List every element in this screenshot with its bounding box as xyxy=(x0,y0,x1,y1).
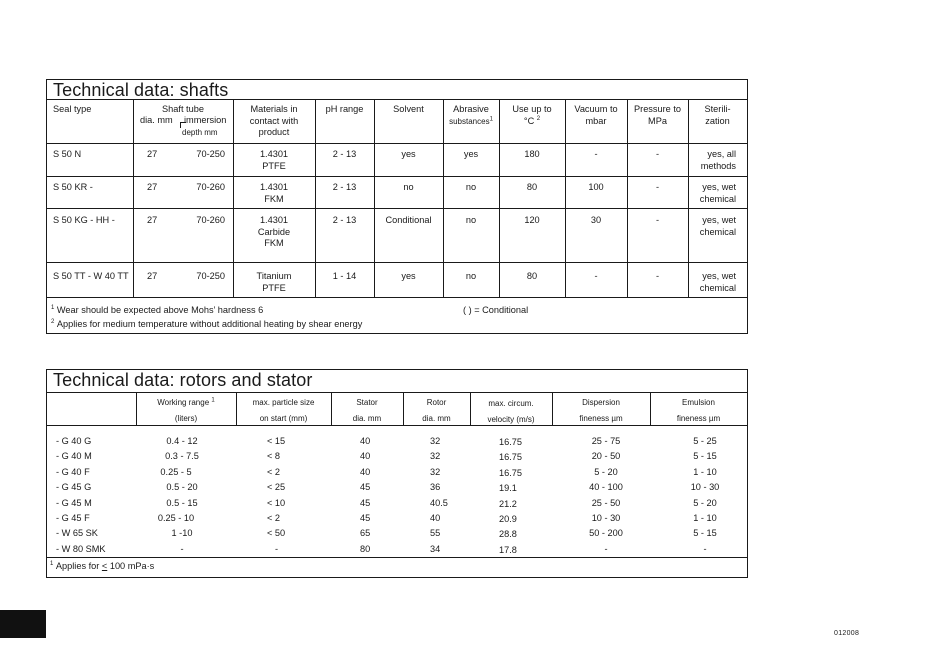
header-materials-line: product xyxy=(258,127,290,137)
cell-velocity: 28.8 xyxy=(499,529,517,540)
cell-vacuum: - xyxy=(594,271,598,281)
cell-velocity: 19.1 xyxy=(499,483,517,494)
header-velocity-line: velocity (m/s) xyxy=(487,415,535,424)
header-sterilization-line: zation xyxy=(705,115,730,126)
cell-temp: 80 xyxy=(526,182,538,192)
cell-particle-size: < 15 xyxy=(267,436,286,446)
cell-pressure: - xyxy=(655,271,660,281)
header-velocity xyxy=(470,396,552,428)
cell-velocity: 16.75 xyxy=(499,467,522,478)
cell-material-line: FKM xyxy=(264,238,284,248)
cell-material-line: FKM xyxy=(264,193,284,204)
row-divider xyxy=(47,176,747,177)
cell-material-line: PTFE xyxy=(262,160,286,171)
column-working-range xyxy=(145,434,219,557)
cell-pressure: - xyxy=(655,149,660,159)
cell-dispersion: - xyxy=(604,543,608,554)
cell-material-line: 1.4301 xyxy=(259,182,289,192)
cell-material-line: PTFE xyxy=(262,282,286,293)
header-pressure-line: Pressure to xyxy=(634,104,681,114)
cell-particle-size: < 8 xyxy=(267,451,281,462)
conditional-note: ( ) = Conditional xyxy=(463,305,529,315)
cell-working-range: 0.25 - 10 xyxy=(157,513,195,524)
cell-depth: 70-250 xyxy=(196,149,225,159)
cell-rotor: 36 xyxy=(430,482,441,493)
cell-emulsion: 10 - 30 xyxy=(690,482,720,493)
row-divider xyxy=(47,143,747,144)
column-divider xyxy=(499,99,500,297)
cell-rotor: 34 xyxy=(430,543,441,554)
cell-abrasive: no xyxy=(465,215,477,225)
cell-material-line: 1.4301 xyxy=(259,215,289,225)
footnote-ref: 1 xyxy=(211,397,215,404)
header-shaft-tube: Shaft tube xyxy=(162,104,204,114)
cell-solvent: yes xyxy=(401,149,416,159)
header-vacuum-line: Vacuum to xyxy=(574,104,618,114)
footnote-text: Wear should be expected above Mohs’ hardness 6 xyxy=(56,305,264,315)
header-particle-size xyxy=(236,395,331,427)
header-stator-line: dia. mm xyxy=(352,414,382,423)
less-equal-symbol: < xyxy=(101,561,108,571)
cell-working-range: 1 -10 xyxy=(171,528,193,539)
title-divider xyxy=(47,392,747,393)
header-seal-type: Seal type xyxy=(53,104,92,114)
cell-vacuum: - xyxy=(594,149,598,159)
header-sterilization xyxy=(688,104,747,127)
footnote-ref: 2 xyxy=(536,115,541,122)
cell-tool: - G 40 G xyxy=(56,436,92,446)
cell-materials xyxy=(233,149,315,172)
header-use-up-line: °C xyxy=(523,115,535,126)
header-emulsion-line: fineness µm xyxy=(676,414,721,423)
cell-sterilization xyxy=(688,215,736,238)
footnote-2 xyxy=(51,318,362,330)
header-vacuum-line: mbar xyxy=(585,115,607,126)
cell-particle-size: < 50 xyxy=(267,528,286,539)
cell-dia: 27 xyxy=(147,215,158,225)
cell-dispersion: 5 - 20 xyxy=(594,466,618,477)
cell-seal-type: S 50 N xyxy=(53,149,82,159)
column-tool xyxy=(56,434,106,557)
cell-solvent: yes xyxy=(401,271,416,281)
header-materials xyxy=(233,104,315,139)
header-dispersion xyxy=(552,395,650,427)
cell-sterilization-line: yes, all xyxy=(707,149,736,159)
footnote-text: Applies for medium temperature without additional heating by shear energy xyxy=(56,319,363,329)
column-particle-size xyxy=(267,434,285,557)
cell-tool: - G 40 F xyxy=(56,466,90,477)
cell-working-range: 0.4 - 12 xyxy=(166,436,198,446)
cell-stator: 40 xyxy=(360,451,371,462)
footnote-ref: 1 xyxy=(489,115,493,122)
column-emulsion xyxy=(663,434,747,557)
cell-tool: - G 45 F xyxy=(56,513,90,524)
cell-ph: 2 - 13 xyxy=(332,215,357,225)
header-working-line: Working range xyxy=(157,398,210,407)
cell-velocity: 20.9 xyxy=(499,514,517,525)
cell-stator: 45 xyxy=(360,497,371,508)
cell-rotor: 40.5 xyxy=(430,497,448,508)
header-rotor-line: Rotor xyxy=(426,398,447,407)
column-rotor xyxy=(430,434,448,557)
cell-material-line: 1.4301 xyxy=(259,149,289,159)
header-materials-line: contact with xyxy=(249,115,299,126)
footnote-text: 100 mPa·s xyxy=(109,561,155,571)
header-working-range xyxy=(136,395,236,427)
column-stator xyxy=(360,434,370,557)
cell-dispersion: 50 - 200 xyxy=(589,528,623,539)
header-divider xyxy=(47,425,747,426)
cell-velocity: 17.8 xyxy=(499,544,517,555)
cell-emulsion: 1 - 10 xyxy=(693,513,717,524)
cell-velocity: 16.75 xyxy=(499,437,522,447)
cell-rotor: 55 xyxy=(430,528,441,539)
cell-stator: 45 xyxy=(360,513,371,524)
column-divider xyxy=(374,99,375,297)
column-divider xyxy=(627,99,628,297)
cell-depth: 70-250 xyxy=(196,271,225,281)
header-emulsion xyxy=(650,395,747,427)
cell-seal-type: S 50 TT - W 40 TT xyxy=(53,271,129,281)
header-abrasive-line: substances xyxy=(449,116,490,126)
cell-velocity: 16.75 xyxy=(499,452,522,463)
cell-working-range: 0.3 - 7.5 xyxy=(165,451,199,462)
header-ph-range: pH range xyxy=(325,104,364,114)
cell-sterilization-line: chemical xyxy=(699,193,736,204)
cell-dia: 27 xyxy=(147,182,158,192)
cell-particle-size: - xyxy=(275,543,279,554)
row-divider xyxy=(47,297,747,298)
footnote-viscosity xyxy=(50,560,154,572)
header-materials-line: Materials in xyxy=(250,104,298,114)
header-pressure xyxy=(627,104,688,127)
column-divider xyxy=(315,99,316,297)
cell-vacuum: 100 xyxy=(588,182,604,192)
cell-dispersion: 10 - 30 xyxy=(591,513,621,524)
header-particle-line: max. particle size xyxy=(252,398,315,407)
cell-sterilization-line: yes, wet xyxy=(702,215,736,225)
cell-depth: 70-260 xyxy=(196,215,225,225)
cell-solvent: Conditional xyxy=(385,215,432,225)
column-velocity xyxy=(499,435,522,558)
header-solvent: Solvent xyxy=(393,104,424,114)
cell-dia: 27 xyxy=(147,271,158,281)
cell-stator: 65 xyxy=(360,528,371,539)
header-stator xyxy=(331,395,403,427)
header-sterilization-line: Sterili- xyxy=(704,104,731,114)
page-edge-marker xyxy=(0,610,46,638)
cell-ph: 2 - 13 xyxy=(332,149,357,159)
cell-abrasive: no xyxy=(465,182,477,192)
cell-emulsion: 5 - 15 xyxy=(693,451,717,462)
cell-temp: 180 xyxy=(524,149,540,159)
cell-particle-size: < 25 xyxy=(267,482,286,493)
footnote-marker: 1 xyxy=(51,304,55,311)
cell-dispersion: 25 - 50 xyxy=(591,497,621,508)
cell-temp: 80 xyxy=(526,271,538,281)
cell-pressure: - xyxy=(655,182,660,192)
cell-seal-type: S 50 KG - HH - xyxy=(53,215,115,225)
cell-sterilization-line: methods xyxy=(700,160,736,171)
cell-tool: - G 45 G xyxy=(56,482,92,493)
document-code: 012008 xyxy=(834,630,860,637)
cell-tool: - G 45 M xyxy=(56,497,92,508)
cell-stator: 40 xyxy=(360,436,371,446)
cell-materials xyxy=(233,271,315,294)
cell-stator: 80 xyxy=(360,543,371,554)
cell-emulsion: - xyxy=(703,543,707,554)
cell-emulsion: 5 - 25 xyxy=(693,436,717,446)
cell-temp: 120 xyxy=(524,215,540,225)
header-rotor xyxy=(403,395,470,427)
row-divider xyxy=(47,208,747,209)
cell-sterilization xyxy=(688,271,736,294)
header-stator-line: Stator xyxy=(356,398,378,407)
cell-sterilization-line: chemical xyxy=(699,282,736,293)
cell-tool: - G 40 M xyxy=(56,451,92,462)
header-emulsion-line: Emulsion xyxy=(682,398,715,407)
column-divider xyxy=(565,99,566,297)
cell-sterilization-line: yes, wet xyxy=(702,271,736,281)
cell-stator: 40 xyxy=(360,466,371,477)
cell-dispersion: 25 - 75 xyxy=(591,436,621,446)
cell-tool: - W 80 SMK xyxy=(56,543,106,554)
header-dispersion-line: Dispersion xyxy=(582,398,620,407)
header-velocity-line: max. circum. xyxy=(488,399,534,408)
cell-particle-size: < 2 xyxy=(267,513,281,524)
shafts-table-title: Technical data: shafts xyxy=(53,80,229,100)
cell-material-line: Titanium xyxy=(256,271,292,281)
shafts-table xyxy=(46,79,748,334)
cell-working-range: 0.5 - 15 xyxy=(166,497,198,508)
cell-working-range: - xyxy=(180,543,184,554)
header-dia-mm: dia. mm xyxy=(140,115,173,125)
column-dispersion xyxy=(563,434,649,557)
cell-rotor: 40 xyxy=(430,513,441,524)
cell-depth: 70-260 xyxy=(196,182,225,192)
footnote-1 xyxy=(51,304,263,316)
footnote-divider xyxy=(47,557,747,558)
cell-particle-size: < 2 xyxy=(267,466,281,477)
header-use-up-to xyxy=(499,104,565,127)
cell-materials xyxy=(233,215,315,250)
header-rotor-line: dia. mm xyxy=(422,414,451,423)
rotors-table-title: Technical data: rotors and stator xyxy=(53,370,313,390)
cell-abrasive: yes xyxy=(463,149,479,159)
cell-material-line: Carbide xyxy=(257,226,291,237)
header-vacuum xyxy=(565,104,627,127)
header-abrasive xyxy=(443,104,499,127)
cell-dia: 27 xyxy=(147,149,158,159)
column-divider xyxy=(443,99,444,297)
header-depth-mm: depth mm xyxy=(182,128,218,137)
cell-pressure: - xyxy=(655,215,660,225)
header-immersion: immersion xyxy=(184,115,227,125)
cell-seal-type: S 50 KR - xyxy=(53,182,93,192)
column-divider xyxy=(133,99,134,297)
cell-stator: 45 xyxy=(360,482,371,493)
header-use-up-line: Use up to xyxy=(512,104,552,114)
cell-dispersion: 40 - 100 xyxy=(589,482,623,493)
cell-sterilization xyxy=(688,149,736,172)
cell-rotor: 32 xyxy=(430,466,441,477)
header-dispersion-line: fineness µm xyxy=(579,414,623,423)
cell-emulsion: 1 - 10 xyxy=(693,466,717,477)
cell-ph: 2 - 13 xyxy=(332,182,357,192)
cell-working-range: 0.25 - 5 xyxy=(160,466,192,477)
cell-sterilization xyxy=(688,182,736,205)
cell-abrasive: no xyxy=(465,271,477,281)
cell-emulsion: 5 - 20 xyxy=(693,497,717,508)
cell-rotor: 32 xyxy=(430,436,441,446)
header-pressure-line: MPa xyxy=(648,115,667,126)
cell-tool: - W 65 SK xyxy=(56,528,98,539)
cell-sterilization-line: chemical xyxy=(699,226,736,237)
rotors-table xyxy=(46,369,748,578)
footnote-marker: 2 xyxy=(51,318,55,325)
cell-solvent: no xyxy=(403,182,414,192)
cell-dispersion: 20 - 50 xyxy=(591,451,621,462)
row-divider xyxy=(47,262,747,263)
cell-emulsion: 5 - 15 xyxy=(693,528,717,539)
header-working-line: (liters) xyxy=(174,414,198,423)
footnote-marker: 1 xyxy=(50,560,54,567)
cell-rotor: 32 xyxy=(430,451,441,462)
footnote-text: Applies for xyxy=(55,561,100,571)
header-abrasive-line: Abrasive xyxy=(453,104,489,114)
cell-materials xyxy=(233,182,315,205)
cell-vacuum: 30 xyxy=(590,215,602,225)
title-divider xyxy=(47,99,747,100)
cell-velocity: 21.2 xyxy=(499,498,517,509)
cell-particle-size: < 10 xyxy=(267,497,286,508)
cell-ph: 1 - 14 xyxy=(332,271,357,281)
cell-sterilization-line: yes, wet xyxy=(702,182,736,192)
cell-working-range: 0.5 - 20 xyxy=(166,482,198,493)
header-particle-line: on start (mm) xyxy=(259,414,308,423)
